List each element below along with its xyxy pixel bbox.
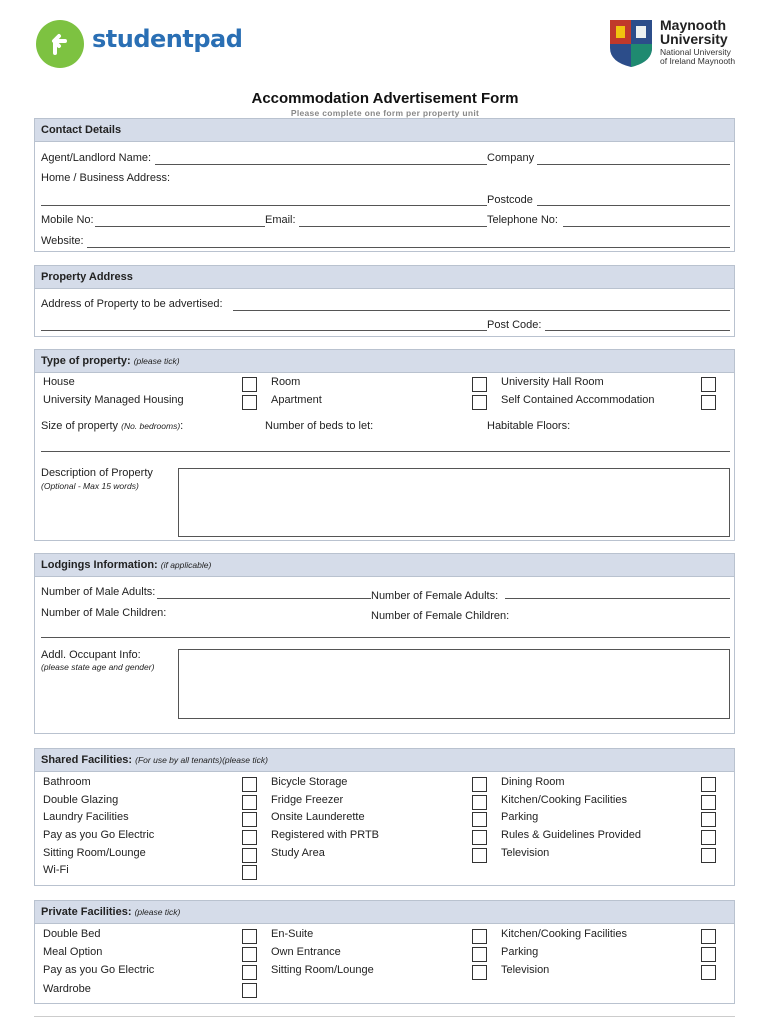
agent-label: Agent/Landlord Name: (41, 152, 152, 164)
maynooth-logo-text (660, 18, 735, 67)
shared-prtb-checkbox[interactable] (472, 830, 487, 845)
shared-wifi-checkbox[interactable] (242, 865, 257, 880)
private-entrance-checkbox[interactable] (472, 947, 487, 962)
maynooth-name-2: University (660, 31, 728, 47)
type-apartment-checkbox[interactable] (472, 395, 487, 410)
shared-bathroom-label: Bathroom (43, 776, 91, 788)
shared-bathroom-checkbox[interactable] (242, 777, 257, 792)
form-title: Accommodation Advertisement Form (251, 90, 519, 107)
contact-heading: Contact Details (35, 119, 734, 142)
description-hint: (Optional - Max 15 words) (41, 481, 139, 491)
private-meal-label: Meal Option (43, 946, 103, 958)
type-umh-checkbox[interactable] (242, 395, 257, 410)
private-ensuite-checkbox[interactable] (472, 929, 487, 944)
mobile-label: Mobile No: (41, 214, 94, 226)
type-room-checkbox[interactable] (472, 377, 487, 392)
shared-launderette-label: Onsite Launderette (271, 811, 365, 823)
private-parking-label: Parking (501, 946, 539, 958)
postcode-label: Postcode (487, 194, 533, 206)
agent-field[interactable] (155, 164, 487, 165)
shared-kitchen-label: Kitchen/Cooking Facilities (501, 794, 627, 806)
female-adults-field[interactable] (505, 598, 730, 599)
company-field[interactable] (537, 164, 730, 165)
lodgings-section (34, 553, 735, 734)
beds-label: Number of beds to let: (265, 420, 374, 432)
home-address-label: Home / Business Address: (41, 172, 171, 184)
private-payg-label: Pay as you Go Electric (43, 964, 155, 976)
type-hall-checkbox[interactable] (701, 377, 716, 392)
shared-laundry-checkbox[interactable] (242, 812, 257, 827)
shared-study-checkbox[interactable] (472, 848, 487, 863)
property-address-field[interactable] (233, 310, 730, 311)
private-heading (35, 901, 734, 924)
private-wardrobe-label: Wardrobe (43, 983, 91, 995)
lodgings-heading-text: Lodgings Information: (41, 559, 158, 571)
private-kitchen-label: Kitchen/Cooking Facilities (501, 928, 627, 940)
shared-sitting-label: Sitting Room/Lounge (43, 847, 146, 859)
maynooth-crest-icon (608, 18, 654, 68)
addl-label: Addl. Occupant Info: (41, 649, 141, 661)
type-umh-label: University Managed Housing (43, 394, 184, 406)
male-children-label: Number of Male Children: (41, 607, 167, 619)
shared-heading-text: Shared Facilities: (41, 754, 133, 766)
property-postcode-label: Post Code: (487, 319, 542, 331)
type-selfcontained-checkbox[interactable] (701, 395, 716, 410)
private-heading-hint: (please tick) (134, 907, 181, 917)
contact-section (34, 118, 735, 252)
type-house-label: House (43, 376, 75, 388)
company-label: Company (487, 152, 535, 164)
shared-prtb-label: Registered with PRTB (271, 829, 380, 841)
shared-tv-checkbox[interactable] (701, 848, 716, 863)
studentpad-logo-icon (36, 20, 84, 68)
shared-glazing-checkbox[interactable] (242, 795, 257, 810)
shared-dining-label: Dining Room (501, 776, 565, 788)
website-label: Website: (41, 235, 84, 247)
children-field[interactable] (41, 637, 730, 638)
shared-bicycle-label: Bicycle Storage (271, 776, 348, 788)
maynooth-sub-1: National University (660, 47, 731, 57)
private-tv-checkbox[interactable] (701, 965, 716, 980)
private-sitting-label: Sitting Room/Lounge (271, 964, 374, 976)
floors-label: Habitable Floors: (487, 420, 571, 432)
property-address-section (34, 265, 735, 337)
private-wardrobe-checkbox[interactable] (242, 983, 257, 998)
type-hall-label: University Hall Room (501, 376, 604, 388)
private-ensuite-label: En-Suite (271, 928, 314, 940)
shared-heading (35, 749, 734, 772)
male-adults-field[interactable] (157, 598, 371, 599)
private-tv-label: Television (501, 964, 550, 976)
size-label (41, 420, 183, 432)
shared-rules-checkbox[interactable] (701, 830, 716, 845)
description-label: Description of Property (41, 467, 153, 479)
shared-payg-label: Pay as you Go Electric (43, 829, 155, 841)
shared-rules-label: Rules & Guidelines Provided (501, 829, 642, 841)
type-heading-text: Type of property: (41, 355, 131, 367)
maynooth-sub-2: of Ireland Maynooth (660, 56, 736, 67)
type-room-label: Room (271, 376, 301, 388)
studentpad-logo-text: studentpad (92, 25, 243, 53)
property-postcode-field[interactable] (545, 330, 730, 331)
property-address-heading: Property Address (35, 266, 734, 289)
private-doublebed-label: Double Bed (43, 928, 101, 940)
shared-laundry-label: Laundry Facilities (43, 811, 129, 823)
private-parking-checkbox[interactable] (701, 947, 716, 962)
shared-parking-label: Parking (501, 811, 539, 823)
postcode-field[interactable] (537, 205, 730, 206)
type-section (34, 349, 735, 541)
telephone-field[interactable] (563, 226, 730, 227)
telephone-label: Telephone No: (487, 214, 558, 226)
shared-glazing-label: Double Glazing (43, 794, 119, 806)
size-colon: : (180, 420, 184, 432)
size-beds-floors-field[interactable] (41, 451, 730, 452)
addl-hint: (please state age and gender) (41, 662, 155, 672)
private-section (34, 900, 735, 1004)
email-label: Email: (265, 214, 296, 226)
female-adults-label: Number of Female Adults: (371, 590, 499, 602)
private-kitchen-checkbox[interactable] (701, 929, 716, 944)
type-selfcontained-label: Self Contained Accommodation (501, 394, 655, 406)
private-heading-text: Private Facilities: (41, 906, 132, 918)
size-hint: (No. bedrooms) (121, 421, 181, 431)
property-address-field-2[interactable] (41, 330, 487, 331)
male-adults-label: Number of Male Adults: (41, 586, 156, 598)
shared-bicycle-checkbox[interactable] (472, 777, 487, 792)
property-address-label: Address of Property to be advertised: (41, 298, 223, 310)
size-label-text: Size of property (41, 420, 119, 432)
shared-parking-checkbox[interactable] (701, 812, 716, 827)
type-heading-hint: (please tick) (133, 356, 180, 366)
shared-section (34, 748, 735, 886)
description-textarea[interactable] (178, 468, 730, 537)
mobile-field[interactable] (95, 226, 265, 227)
shared-launderette-checkbox[interactable] (472, 812, 487, 827)
type-house-checkbox[interactable] (242, 377, 257, 392)
type-apartment-label: Apartment (271, 394, 322, 406)
email-field[interactable] (299, 226, 487, 227)
shared-payg-checkbox[interactable] (242, 830, 257, 845)
private-entrance-label: Own Entrance (271, 946, 341, 958)
home-address-field[interactable] (41, 205, 487, 206)
form-subtitle: Please complete one form per property unit (290, 108, 480, 118)
private-sitting-checkbox[interactable] (472, 965, 487, 980)
shared-heading-hint: (For use by all tenants)(please tick) (135, 755, 268, 765)
shared-tv-label: Television (501, 847, 550, 859)
private-doublebed-checkbox[interactable] (242, 929, 257, 944)
shared-study-label: Study Area (271, 847, 325, 859)
shared-fridge-checkbox[interactable] (472, 795, 487, 810)
shared-wifi-label: Wi-Fi (43, 864, 69, 876)
website-field[interactable] (87, 247, 730, 248)
lodgings-heading-hint: (if applicable) (160, 560, 212, 570)
shared-fridge-label: Fridge Freezer (271, 794, 344, 806)
shared-sitting-checkbox[interactable] (242, 848, 257, 863)
arrow-icon (45, 29, 75, 59)
type-heading (35, 350, 734, 373)
maynooth-name-1: Maynooth (660, 17, 727, 33)
shared-dining-checkbox[interactable] (701, 777, 716, 792)
addl-textarea[interactable] (178, 649, 730, 719)
footer-divider (34, 1016, 735, 1017)
female-children-label: Number of Female Children: (371, 610, 510, 622)
private-payg-checkbox[interactable] (242, 965, 257, 980)
shared-kitchen-checkbox[interactable] (701, 795, 716, 810)
lodgings-heading (35, 554, 734, 577)
private-meal-checkbox[interactable] (242, 947, 257, 962)
